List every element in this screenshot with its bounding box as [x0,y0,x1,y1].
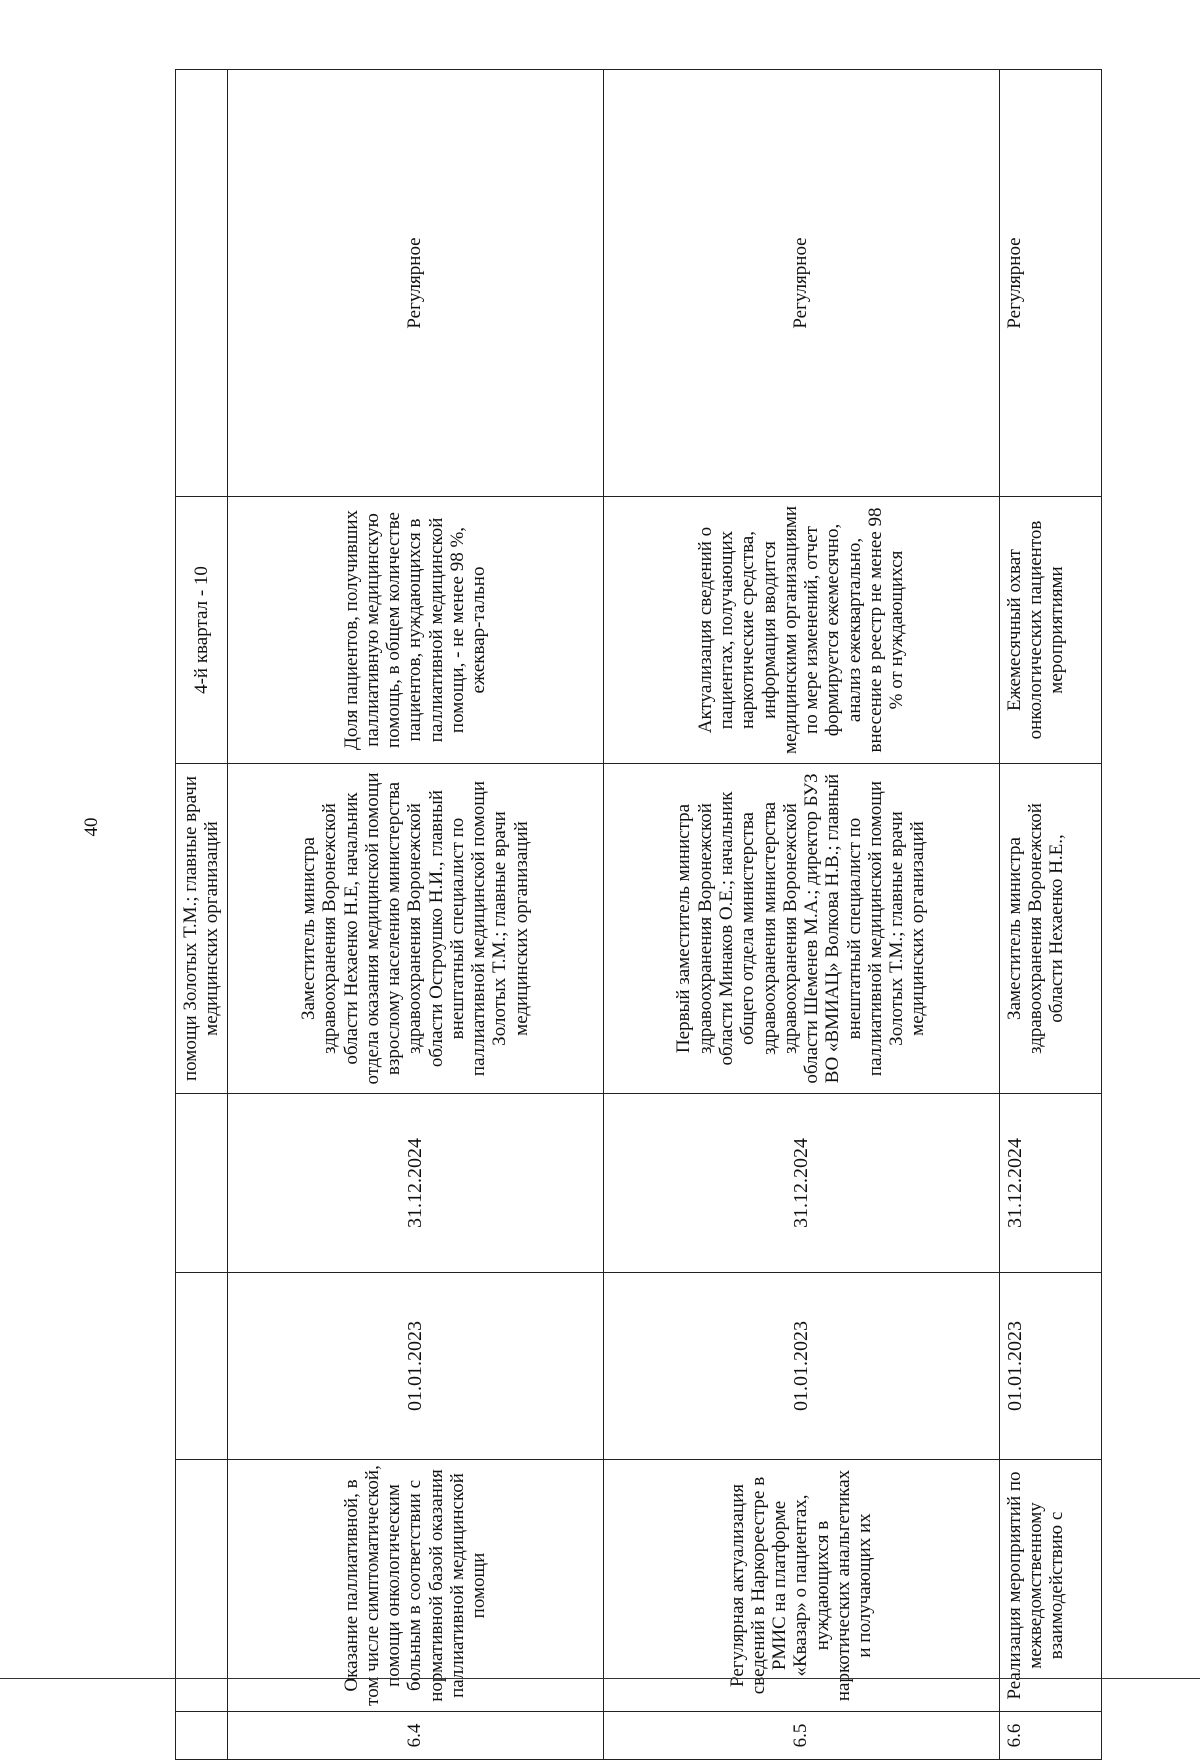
page-number: 40 [81,817,102,837]
row-number: 6.6 [999,1712,1101,1760]
table-row [227,70,603,1760]
responsible-persons: помощи Золотых Т.М.; главные врачи медицинских организаций [176,764,228,1094]
activity-type [176,70,228,497]
expected-result: Ежемесячный охват онкологических пациентов мероприятиями [999,497,1101,764]
activity-name: Реализация мероприятий по межведомственному взаимодействию с [999,1460,1101,1712]
start-date: 01.01.2023 [603,1273,999,1460]
responsible-persons: Заместитель министра здравоохранения Воронежской области Нехаенко Н.Е., [999,764,1101,1094]
row-number: 6.5 [603,1712,999,1760]
bottom-rule [0,1678,1200,1679]
table-row [999,70,1101,1760]
responsible-persons: Первый заместитель министра здравоохранения Воронежской области Минаков О.Е.; начальник общего отдела министерства здравоохранения министерства здравоохранения Воронежской области Шеменев М.А.; директор БУЗ ВО «ВМИАЦ» Волкова Н.В.; главный внештатный специалист по паллиативной медицинской помощи Золотых Т.М.; главные врачи медицинских организаций [603,764,999,1094]
table-row [603,70,999,1760]
end-date [176,1094,228,1273]
activity-name [176,1460,228,1712]
end-date: 31.12.2024 [227,1094,603,1273]
end-date: 31.12.2024 [999,1094,1101,1273]
row-number: 6.4 [227,1712,603,1760]
rotated-table-container [175,70,1070,1760]
start-date: 01.01.2023 [999,1273,1101,1460]
start-date: 01.01.2023 [227,1273,603,1460]
activity-name: Оказание паллиативной, в том числе симптоматической, помощи онкологическим больным в соответствии с нормативной базой оказания паллиативной медицинской помощи [227,1460,603,1712]
end-date: 31.12.2024 [603,1094,999,1273]
action-plan-table [175,69,1102,1760]
row-number [176,1712,228,1760]
expected-result: Актуализация сведений о пациентах, получающих наркотические средства, информация вводится медицинскими организациями по мере изменений, отчет формируется ежемесячно, анализ ежеквартально, внесение в реестр не менее 98 % от нуждающихся [603,497,999,764]
activity-type: Регулярное [999,70,1101,497]
activity-type: Регулярное [603,70,999,497]
table-row [176,70,228,1760]
start-date [176,1273,228,1460]
activity-name: Регулярная актуализация сведений в Наркореестре в РМИС на платформе «Квазар» о пациентах, нуждающихся в наркотических анальгетиках и получающих их [603,1460,999,1712]
expected-result: 4-й квартал - 10 [176,497,228,764]
activity-type: Регулярное [227,70,603,497]
responsible-persons: Заместитель министра здравоохранения Воронежской области Нехаенко Н.Е, начальник отдела оказания медицинской помощи взрослому населению министерства здравоохранения Воронежской области Остроушко Н.И., главный внештатный специалист по паллиативной медицинской помощи Золотых Т.М.; главные врачи медицинских организаций [227,764,603,1094]
expected-result: Доля пациентов, получивших паллиативную медицинскую помощь, в общем количестве пациентов, нуждающихся в паллиативной медицинской помощи, - не менее 98 %, ежеквар-тально [227,497,603,764]
